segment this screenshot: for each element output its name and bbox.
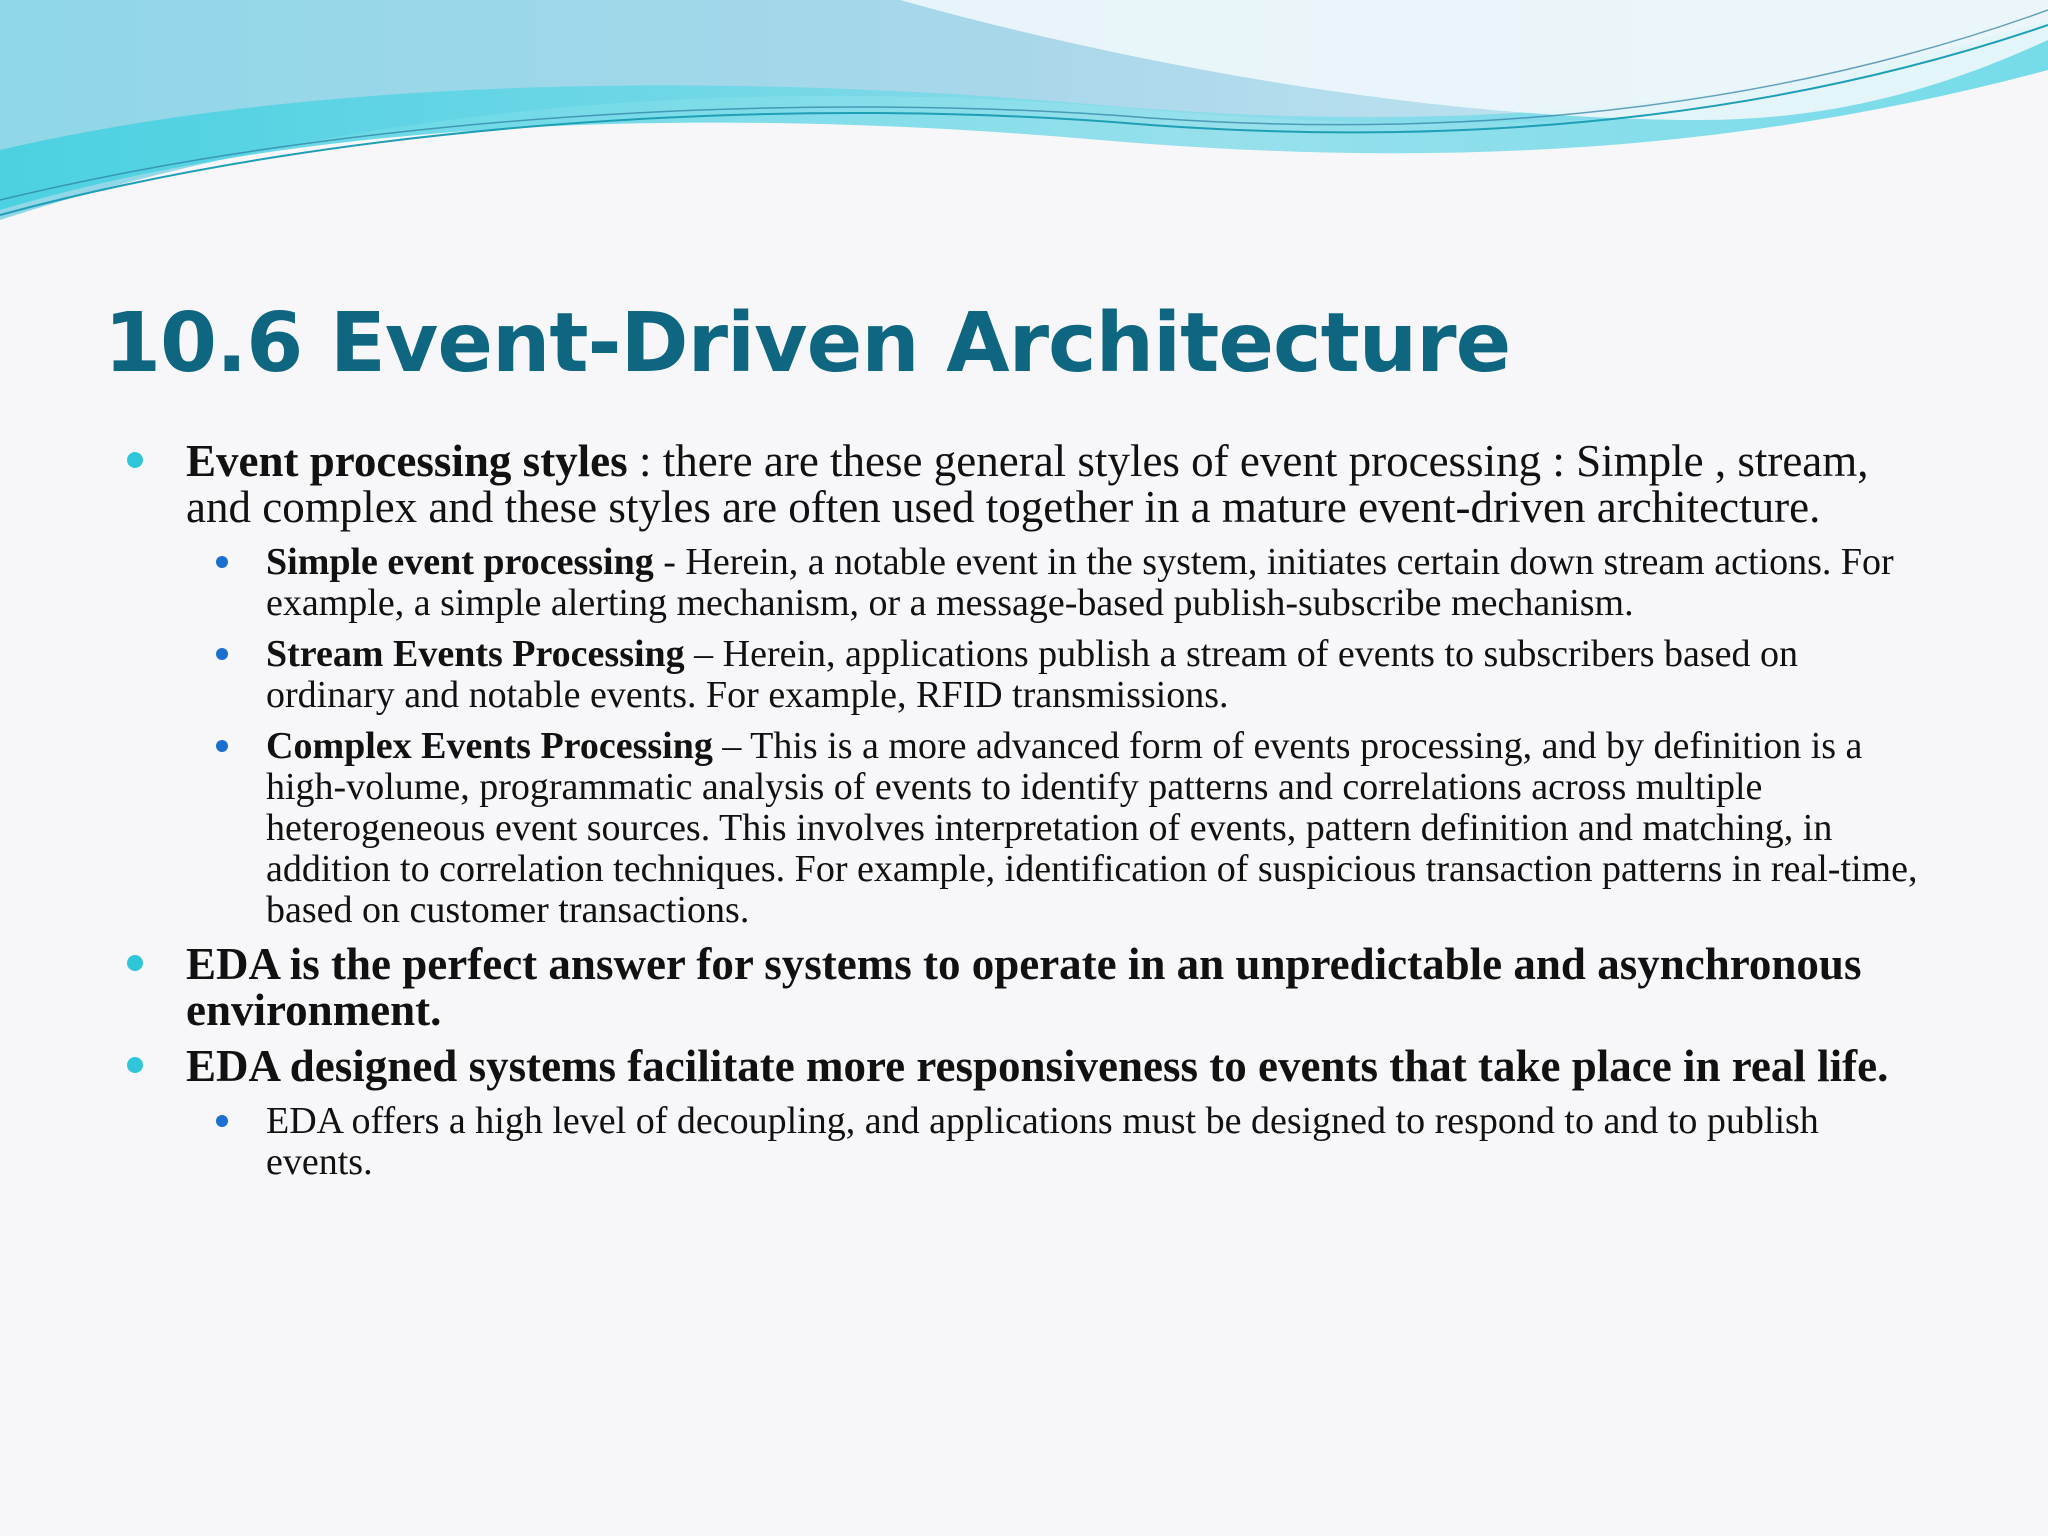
sub-bullet-term: Stream Events Processing <box>266 633 685 675</box>
sub-bullet-eda-decoupling <box>124 1101 1924 1183</box>
sub-bullet-list <box>124 542 1924 931</box>
bullet-dot-icon <box>127 1057 143 1073</box>
sub-bullet-dot-icon <box>216 1115 228 1127</box>
sub-bullet-text: - Herein, a notable event in the system, initiates certain down stream actions. For example, a simple alerting mechanism, or a message-based publish-subscribe mechanism. <box>266 541 1894 624</box>
sub-bullet-list <box>124 1101 1924 1183</box>
bullet-list <box>124 438 1924 1193</box>
sub-bullet-dot-icon <box>216 740 228 752</box>
bullet-eda-responsiveness <box>124 1043 1924 1089</box>
sub-bullet-simple-event-processing <box>124 542 1924 624</box>
sub-bullet-complex-events-processing <box>124 726 1924 931</box>
bullet-eda-perfect-answer <box>124 941 1924 1033</box>
sub-bullet-text: EDA offers a high level of decoupling, and applications must be designed to respond to and to publish events. <box>266 1100 1819 1183</box>
bullet-event-processing-styles <box>124 438 1924 530</box>
bullet-dot-icon <box>127 955 143 971</box>
sub-bullet-dot-icon <box>216 556 228 568</box>
bullet-term: Event processing styles <box>186 436 628 486</box>
sub-bullet-stream-events-processing <box>124 634 1924 716</box>
sub-bullet-text: – Herein, applications publish a stream of events to subscribers based on ordinary and notable events. For example, RFID transmissions. <box>266 633 1799 716</box>
slide-title: 10.6 Event-Driven Architecture <box>104 296 1511 391</box>
sub-bullet-term: Complex Events Processing <box>266 725 713 767</box>
bullet-text: : there are these general styles of event processing : Simple , stream, and complex and these styles are often used together in a mature event-driven architecture. <box>186 436 1869 532</box>
bullet-text: EDA designed systems facilitate more responsiveness to events that take place in real life. <box>186 1041 1889 1091</box>
sub-bullet-text: – This is a more advanced form of events processing, and by definition is a high-volume, programmatic analysis of events to identify patterns and correlations across multiple heterogeneous event sources. This involves interpretation of events, pattern definition and matching, in addition to correlation techniques. For example, identification of suspicious transaction patterns in real-time, based on customer transactions. <box>266 725 1918 931</box>
sub-bullet-dot-icon <box>216 648 228 660</box>
bullet-text: EDA is the perfect answer for systems to operate in an unpredictable and asynchronous environment. <box>186 939 1862 1035</box>
sub-bullet-term: Simple event processing <box>266 541 654 583</box>
header-wave-decoration <box>0 0 2048 260</box>
bullet-dot-icon <box>127 452 143 468</box>
